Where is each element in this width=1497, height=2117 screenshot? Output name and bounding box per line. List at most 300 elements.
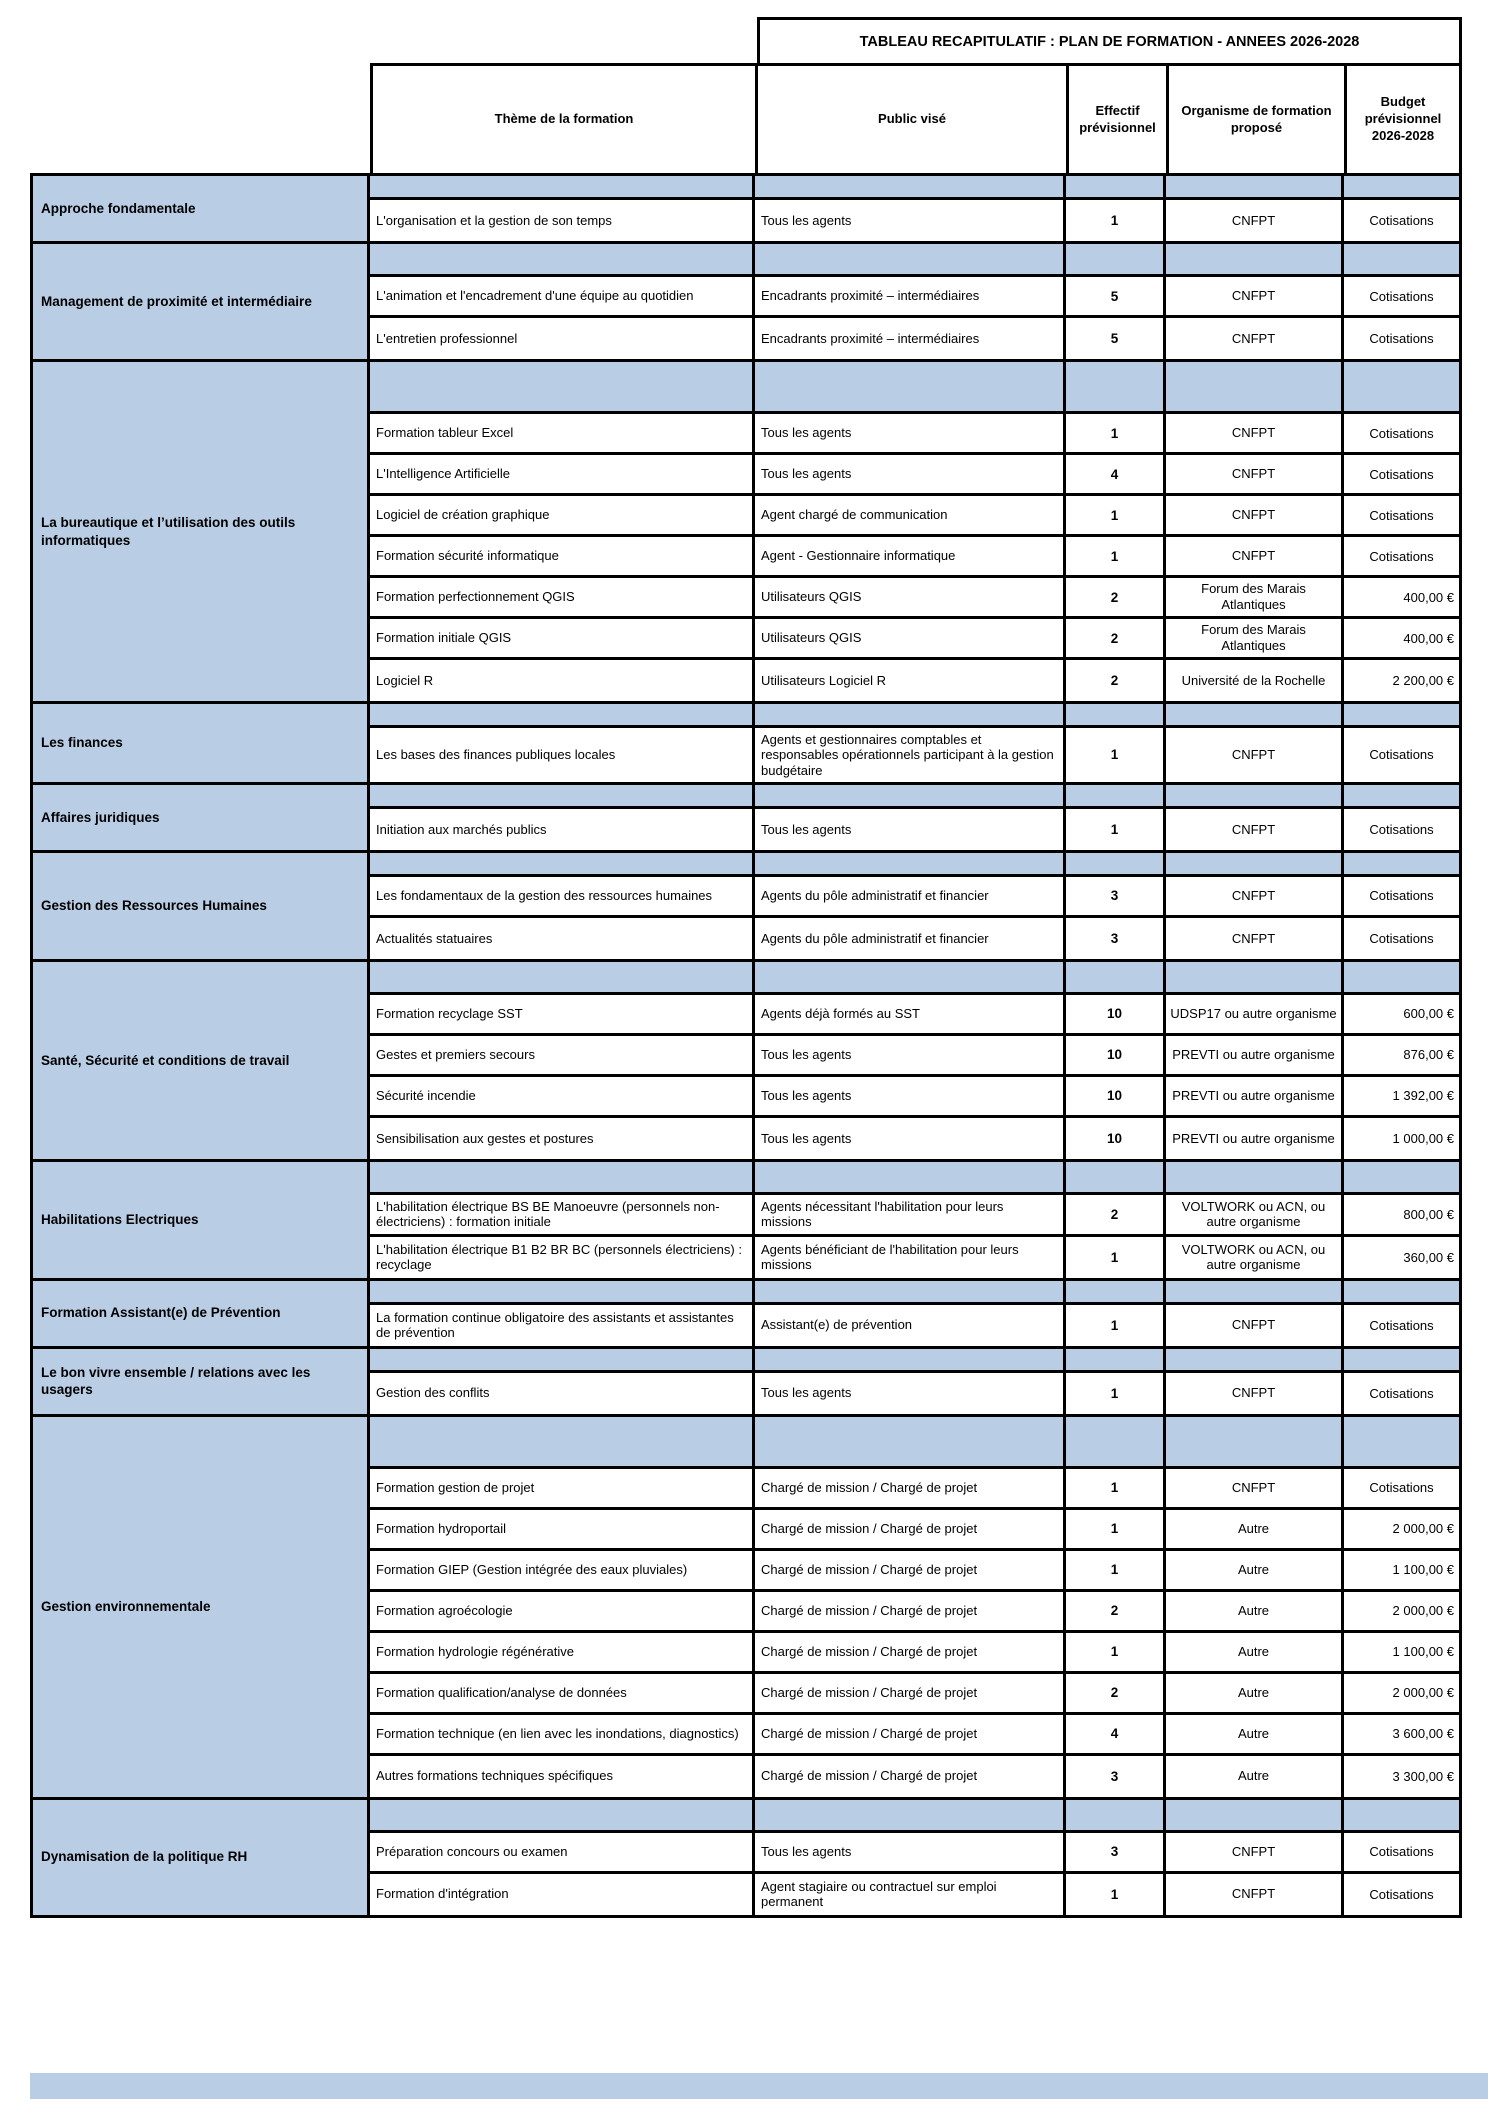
spacer-cell [755,962,1066,992]
budget-cell: 1 392,00 € [1392,1088,1454,1104]
bottom-band [30,2073,1488,2099]
theme-cell: Sensibilisation aux gestes et postures [370,1118,755,1159]
training-row [370,1551,1459,1592]
public-cell: Chargé de mission / Chargé de projet [755,1469,1066,1507]
section [33,241,1459,359]
header-row [30,63,1462,173]
public-cell: Agents bénéficiant de l'habilitation pour leurs missions [755,1237,1066,1278]
header-cells [370,63,1462,173]
spacer-cell [755,1800,1066,1830]
spacer-cell [1166,962,1344,992]
section [33,1278,1459,1346]
effectif-cell: 2 [1066,1195,1166,1234]
training-row [370,1592,1459,1633]
column-header-effectif: Effectif prévisionnel [1069,66,1169,173]
training-row [370,877,1459,918]
theme-cell: Initiation aux marchés publics [370,809,755,850]
budget-cell: Cotisations [1369,1886,1434,1902]
spacer-cell [755,244,1066,274]
budget-cell: Cotisations [1369,1844,1434,1860]
organisme-cell: PREVTI ou autre organisme [1166,1077,1344,1115]
theme-cell: Gestes et premiers secours [370,1036,755,1074]
spacer-cell [1344,362,1459,411]
public-cell: Tous les agents [755,414,1066,452]
section-rows [370,362,1459,701]
spacer-row [370,1349,1459,1373]
section [33,850,1459,959]
spacer-cell [1344,962,1459,992]
spacer-cell [1066,176,1166,197]
training-row [370,1237,1459,1278]
spacer-cell [1344,1800,1459,1830]
category-cell: Les finances [33,704,370,782]
budget-cell: Cotisations [1369,331,1434,346]
effectif-cell: 1 [1066,728,1166,782]
effectif-cell: 10 [1066,1077,1166,1115]
spacer-cell [755,1162,1066,1192]
organisme-cell: CNFPT [1166,537,1344,575]
organisme-cell: CNFPT [1166,1305,1344,1346]
theme-cell: Formation gestion de projet [370,1469,755,1507]
budget-cell: 2 000,00 € [1392,1521,1454,1537]
training-row [370,318,1459,359]
public-cell: Encadrants proximité – intermédiaires [755,318,1066,359]
public-cell: Chargé de mission / Chargé de projet [755,1633,1066,1671]
public-cell: Tous les agents [755,1036,1066,1074]
budget-cell: 400,00 € [1403,589,1454,605]
section [33,359,1459,701]
spacer-cell [1066,704,1166,725]
public-cell: Utilisateurs Logiciel R [755,660,1066,701]
spacer-cell [1066,785,1166,806]
organisme-cell: CNFPT [1166,728,1344,782]
organisme-cell: Forum des Marais Atlantiques [1166,619,1344,657]
training-row [370,1833,1459,1874]
organisme-cell: CNFPT [1166,414,1344,452]
public-cell: Tous les agents [755,200,1066,241]
spacer-cell [370,1349,755,1370]
spacer-cell [1166,853,1344,874]
section-rows [370,176,1459,241]
spacer-cell [1344,853,1459,874]
effectif-cell: 2 [1066,660,1166,701]
training-row [370,1756,1459,1797]
spacer-cell [1166,1162,1344,1192]
spacer-cell [1344,704,1459,725]
category-cell: Le bon vivre ensemble / relations avec les usagers [33,1349,370,1414]
public-cell: Chargé de mission / Chargé de projet [755,1715,1066,1753]
effectif-cell: 1 [1066,1633,1166,1671]
category-cell: Dynamisation de la politique RH [33,1800,370,1915]
spacer-cell [370,1162,755,1192]
budget-cell: Cotisations [1369,747,1434,763]
spacer-cell [370,704,755,725]
spacer-cell [1066,1281,1166,1302]
public-cell: Encadrants proximité – intermédiaires [755,277,1066,315]
organisme-cell: CNFPT [1166,200,1344,241]
training-row [370,619,1459,660]
spacer-cell [1066,853,1166,874]
spacer-row [370,1281,1459,1305]
training-row [370,918,1459,959]
spacer-cell [755,853,1066,874]
category-cell: Santé, Sécurité et conditions de travail [33,962,370,1159]
effectif-cell: 1 [1066,1305,1166,1346]
effectif-cell: 4 [1066,1715,1166,1753]
budget-cell: 876,00 € [1403,1047,1454,1063]
effectif-cell: 10 [1066,995,1166,1033]
theme-cell: Formation initiale QGIS [370,619,755,657]
theme-cell: Formation recyclage SST [370,995,755,1033]
organisme-cell: PREVTI ou autre organisme [1166,1036,1344,1074]
public-cell: Agent chargé de communication [755,496,1066,534]
effectif-cell: 1 [1066,1469,1166,1507]
budget-cell: 1 100,00 € [1392,1562,1454,1578]
title-left-blank [30,17,757,63]
theme-cell: Formation GIEP (Gestion intégrée des eaux pluviales) [370,1551,755,1589]
effectif-cell: 1 [1066,1510,1166,1548]
section-rows [370,244,1459,359]
spacer-cell [1344,1162,1459,1192]
spacer-cell [1166,176,1344,197]
theme-cell: Formation tableur Excel [370,414,755,452]
budget-cell: 400,00 € [1403,630,1454,646]
theme-cell: Formation perfectionnement QGIS [370,578,755,616]
training-row [370,1036,1459,1077]
spacer-cell [1066,962,1166,992]
spacer-cell [370,1417,755,1466]
spacer-row [370,1800,1459,1833]
category-cell: Gestion des Ressources Humaines [33,853,370,959]
category-cell: Affaires juridiques [33,785,370,850]
section-rows [370,1417,1459,1797]
organisme-cell: Autre [1166,1551,1344,1589]
organisme-cell: CNFPT [1166,809,1344,850]
budget-cell: Cotisations [1369,1385,1434,1401]
sections [30,173,1462,1918]
theme-cell: Autres formations techniques spécifiques [370,1756,755,1797]
spacer-row [370,704,1459,728]
spacer-cell [1066,1417,1166,1466]
organisme-cell: CNFPT [1166,455,1344,493]
training-row [370,455,1459,496]
theme-cell: L'animation et l'encadrement d'une équipe au quotidien [370,277,755,315]
spacer-row [370,1417,1459,1469]
budget-cell: 2 000,00 € [1392,1685,1454,1701]
public-cell: Chargé de mission / Chargé de projet [755,1756,1066,1797]
spacer-cell [755,176,1066,197]
budget-cell: Cotisations [1369,213,1434,228]
column-header-budget: Budget prévisionnel 2026-2028 [1364,94,1442,143]
theme-cell: Sécurité incendie [370,1077,755,1115]
spacer-cell [1344,1349,1459,1370]
theme-cell: L'habilitation électrique BS BE Manoeuvre (personnels non-électriciens) : formation initiale [370,1195,755,1234]
budget-cell: 3 300,00 € [1392,1768,1454,1784]
category-cell: Management de proximité et intermédiaire [33,244,370,359]
spacer-cell [1066,244,1166,274]
theme-cell: Les bases des finances publiques locales [370,728,755,782]
spacer-cell [1066,362,1166,411]
column-header-organisme: Organisme de formation proposé [1169,66,1347,173]
public-cell: Assistant(e) de prévention [755,1305,1066,1346]
spacer-cell [1344,785,1459,806]
theme-cell: L'habilitation électrique B1 B2 BR BC (personnels électriciens) : recyclage [370,1237,755,1278]
spacer-cell [1166,362,1344,411]
category-cell: Gestion environnementale [33,1417,370,1797]
public-cell: Chargé de mission / Chargé de projet [755,1551,1066,1589]
effectif-cell: 1 [1066,1237,1166,1278]
spacer-row [370,853,1459,877]
budget-cell: Cotisations [1369,1317,1434,1333]
spacer-cell [370,362,755,411]
effectif-cell: 4 [1066,455,1166,493]
training-row [370,414,1459,455]
header-blank-cell [30,63,370,173]
section [33,1414,1459,1797]
organisme-cell: Autre [1166,1715,1344,1753]
organisme-cell: PREVTI ou autre organisme [1166,1118,1344,1159]
organisme-cell: VOLTWORK ou ACN, ou autre organisme [1166,1195,1344,1234]
budget-cell: Cotisations [1369,507,1434,523]
training-row [370,1118,1459,1159]
training-row [370,660,1459,701]
training-row [370,578,1459,619]
organisme-cell: CNFPT [1166,1469,1344,1507]
effectif-cell: 5 [1066,318,1166,359]
budget-cell: 1 100,00 € [1392,1644,1454,1660]
effectif-cell: 1 [1066,537,1166,575]
organisme-cell: UDSP17 ou autre organisme [1166,995,1344,1033]
section-rows [370,1349,1459,1414]
organisme-cell: CNFPT [1166,318,1344,359]
budget-cell: Cotisations [1369,821,1434,837]
public-cell: Tous les agents [755,1373,1066,1414]
effectif-cell: 3 [1066,877,1166,915]
public-cell: Agent stagiaire ou contractuel sur emploi permanent [755,1874,1066,1915]
spacer-cell [755,1349,1066,1370]
spacer-cell [755,785,1066,806]
effectif-cell: 3 [1066,1833,1166,1871]
public-cell: Tous les agents [755,1118,1066,1159]
theme-cell: Formation hydroportail [370,1510,755,1548]
public-cell: Tous les agents [755,1833,1066,1871]
effectif-cell: 1 [1066,414,1166,452]
theme-cell: L'organisation et la gestion de son temps [370,200,755,241]
training-row [370,537,1459,578]
spacer-cell [755,704,1066,725]
column-header-public: Public visé [758,66,1069,173]
effectif-cell: 2 [1066,578,1166,616]
theme-cell: Formation sécurité informatique [370,537,755,575]
spacer-cell [1166,1800,1344,1830]
budget-cell: 1 000,00 € [1392,1130,1454,1146]
spacer-cell [1344,176,1459,197]
spacer-cell [1066,1800,1166,1830]
organisme-cell: Forum des Marais Atlantiques [1166,578,1344,616]
public-cell: Chargé de mission / Chargé de projet [755,1510,1066,1548]
training-row [370,1077,1459,1118]
theme-cell: Formation hydrologie régénérative [370,1633,755,1671]
spacer-row [370,962,1459,995]
spacer-cell [1344,1281,1459,1302]
spacer-cell [370,785,755,806]
spacer-cell [755,1417,1066,1466]
column-header-theme: Thème de la formation [373,66,758,173]
spacer-row [370,785,1459,809]
theme-cell: Actualités statuaires [370,918,755,959]
title-row [30,17,1462,63]
theme-cell: Logiciel R [370,660,755,701]
public-cell: Agents et gestionnaires comptables et responsables opérationnels participant à la gestion budgétaire [755,728,1066,782]
theme-cell: Formation technique (en lien avec les inondations, diagnostics) [370,1715,755,1753]
budget-cell: 600,00 € [1403,1006,1454,1022]
training-row [370,728,1459,782]
public-cell: Utilisateurs QGIS [755,578,1066,616]
spacer-cell [370,244,755,274]
effectif-cell: 3 [1066,918,1166,959]
spacer-cell [755,362,1066,411]
effectif-cell: 2 [1066,1674,1166,1712]
effectif-cell: 3 [1066,1756,1166,1797]
theme-cell: Formation qualification/analyse de données [370,1674,755,1712]
spacer-row [370,1162,1459,1195]
theme-cell: Gestion des conflits [370,1373,755,1414]
effectif-cell: 1 [1066,496,1166,534]
category-cell: Habilitations Electriques [33,1162,370,1278]
training-row [370,1633,1459,1674]
training-row [370,1373,1459,1414]
effectif-cell: 1 [1066,1551,1166,1589]
budget-cell: 800,00 € [1403,1206,1454,1222]
public-cell: Agents du pôle administratif et financier [755,877,1066,915]
organisme-cell: CNFPT [1166,1874,1344,1915]
organisme-cell: Université de la Rochelle [1166,660,1344,701]
effectif-cell: 2 [1066,619,1166,657]
organisme-cell: Autre [1166,1510,1344,1548]
budget-cell: Cotisations [1369,425,1434,441]
organisme-cell: VOLTWORK ou ACN, ou autre organisme [1166,1237,1344,1278]
section [33,173,1459,241]
training-row [370,1715,1459,1756]
section-rows [370,1281,1459,1346]
public-cell: Tous les agents [755,1077,1066,1115]
budget-cell: 2 000,00 € [1392,1603,1454,1619]
budget-cell: Cotisations [1369,888,1434,904]
training-row [370,1469,1459,1510]
spacer-cell [1166,1281,1344,1302]
spacer-cell [370,1800,755,1830]
section-rows [370,785,1459,850]
section-rows [370,853,1459,959]
effectif-cell: 5 [1066,277,1166,315]
spacer-cell [370,962,755,992]
public-cell: Agent - Gestionnaire informatique [755,537,1066,575]
training-row [370,200,1459,241]
effectif-cell: 10 [1066,1118,1166,1159]
section [33,782,1459,850]
effectif-cell: 2 [1066,1592,1166,1630]
section-rows [370,1162,1459,1278]
budget-cell: Cotisations [1369,1480,1434,1496]
spacer-cell [1066,1162,1166,1192]
category-cell: Formation Assistant(e) de Prévention [33,1281,370,1346]
spacer-cell [1344,244,1459,274]
section-rows [370,962,1459,1159]
theme-cell: Les fondamentaux de la gestion des ressources humaines [370,877,755,915]
theme-cell: Préparation concours ou examen [370,1833,755,1871]
budget-cell: 2 200,00 € [1392,673,1454,688]
training-row [370,995,1459,1036]
spacer-cell [370,1281,755,1302]
training-plan-table [30,17,1462,1918]
theme-cell: L'Intelligence Artificielle [370,455,755,493]
section-rows [370,1800,1459,1915]
public-cell: Agents déjà formés au SST [755,995,1066,1033]
public-cell: Utilisateurs QGIS [755,619,1066,657]
budget-cell: Cotisations [1369,288,1434,304]
training-row [370,1674,1459,1715]
theme-cell: Formation agroécologie [370,1592,755,1630]
organisme-cell: CNFPT [1166,1833,1344,1871]
spacer-cell [370,853,755,874]
organisme-cell: CNFPT [1166,877,1344,915]
section [33,1346,1459,1414]
spacer-cell [1166,244,1344,274]
spacer-row [370,362,1459,414]
spacer-cell [1166,1417,1344,1466]
spacer-row [370,176,1459,200]
budget-cell: Cotisations [1369,466,1434,482]
budget-cell: 3 600,00 € [1392,1726,1454,1742]
training-row [370,277,1459,318]
organisme-cell: Autre [1166,1592,1344,1630]
public-cell: Tous les agents [755,455,1066,493]
section [33,959,1459,1159]
organisme-cell: Autre [1166,1674,1344,1712]
effectif-cell: 1 [1066,1874,1166,1915]
public-cell: Tous les agents [755,809,1066,850]
table-title: TABLEAU RECAPITULATIF : PLAN DE FORMATION - ANNEES 2026-2028 [757,17,1462,63]
theme-cell: Logiciel de création graphique [370,496,755,534]
section [33,1159,1459,1278]
training-row [370,1195,1459,1237]
budget-cell: Cotisations [1369,548,1434,564]
effectif-cell: 1 [1066,1373,1166,1414]
training-row [370,1305,1459,1346]
spacer-cell [1166,785,1344,806]
spacer-row [370,244,1459,277]
public-cell: Chargé de mission / Chargé de projet [755,1674,1066,1712]
training-row [370,496,1459,537]
public-cell: Agents du pôle administratif et financier [755,918,1066,959]
section-rows [370,704,1459,782]
budget-cell: Cotisations [1369,930,1434,946]
spacer-cell [370,176,755,197]
spacer-cell [1066,1349,1166,1370]
training-row [370,1510,1459,1551]
training-row [370,809,1459,850]
theme-cell: Formation d'intégration [370,1874,755,1915]
effectif-cell: 10 [1066,1036,1166,1074]
organisme-cell: Autre [1166,1633,1344,1671]
theme-cell: L'entretien professionnel [370,318,755,359]
spacer-cell [1344,1417,1459,1466]
organisme-cell: CNFPT [1166,277,1344,315]
spacer-cell [1166,1349,1344,1370]
effectif-cell: 1 [1066,200,1166,241]
section [33,1797,1459,1915]
organisme-cell: Autre [1166,1756,1344,1797]
